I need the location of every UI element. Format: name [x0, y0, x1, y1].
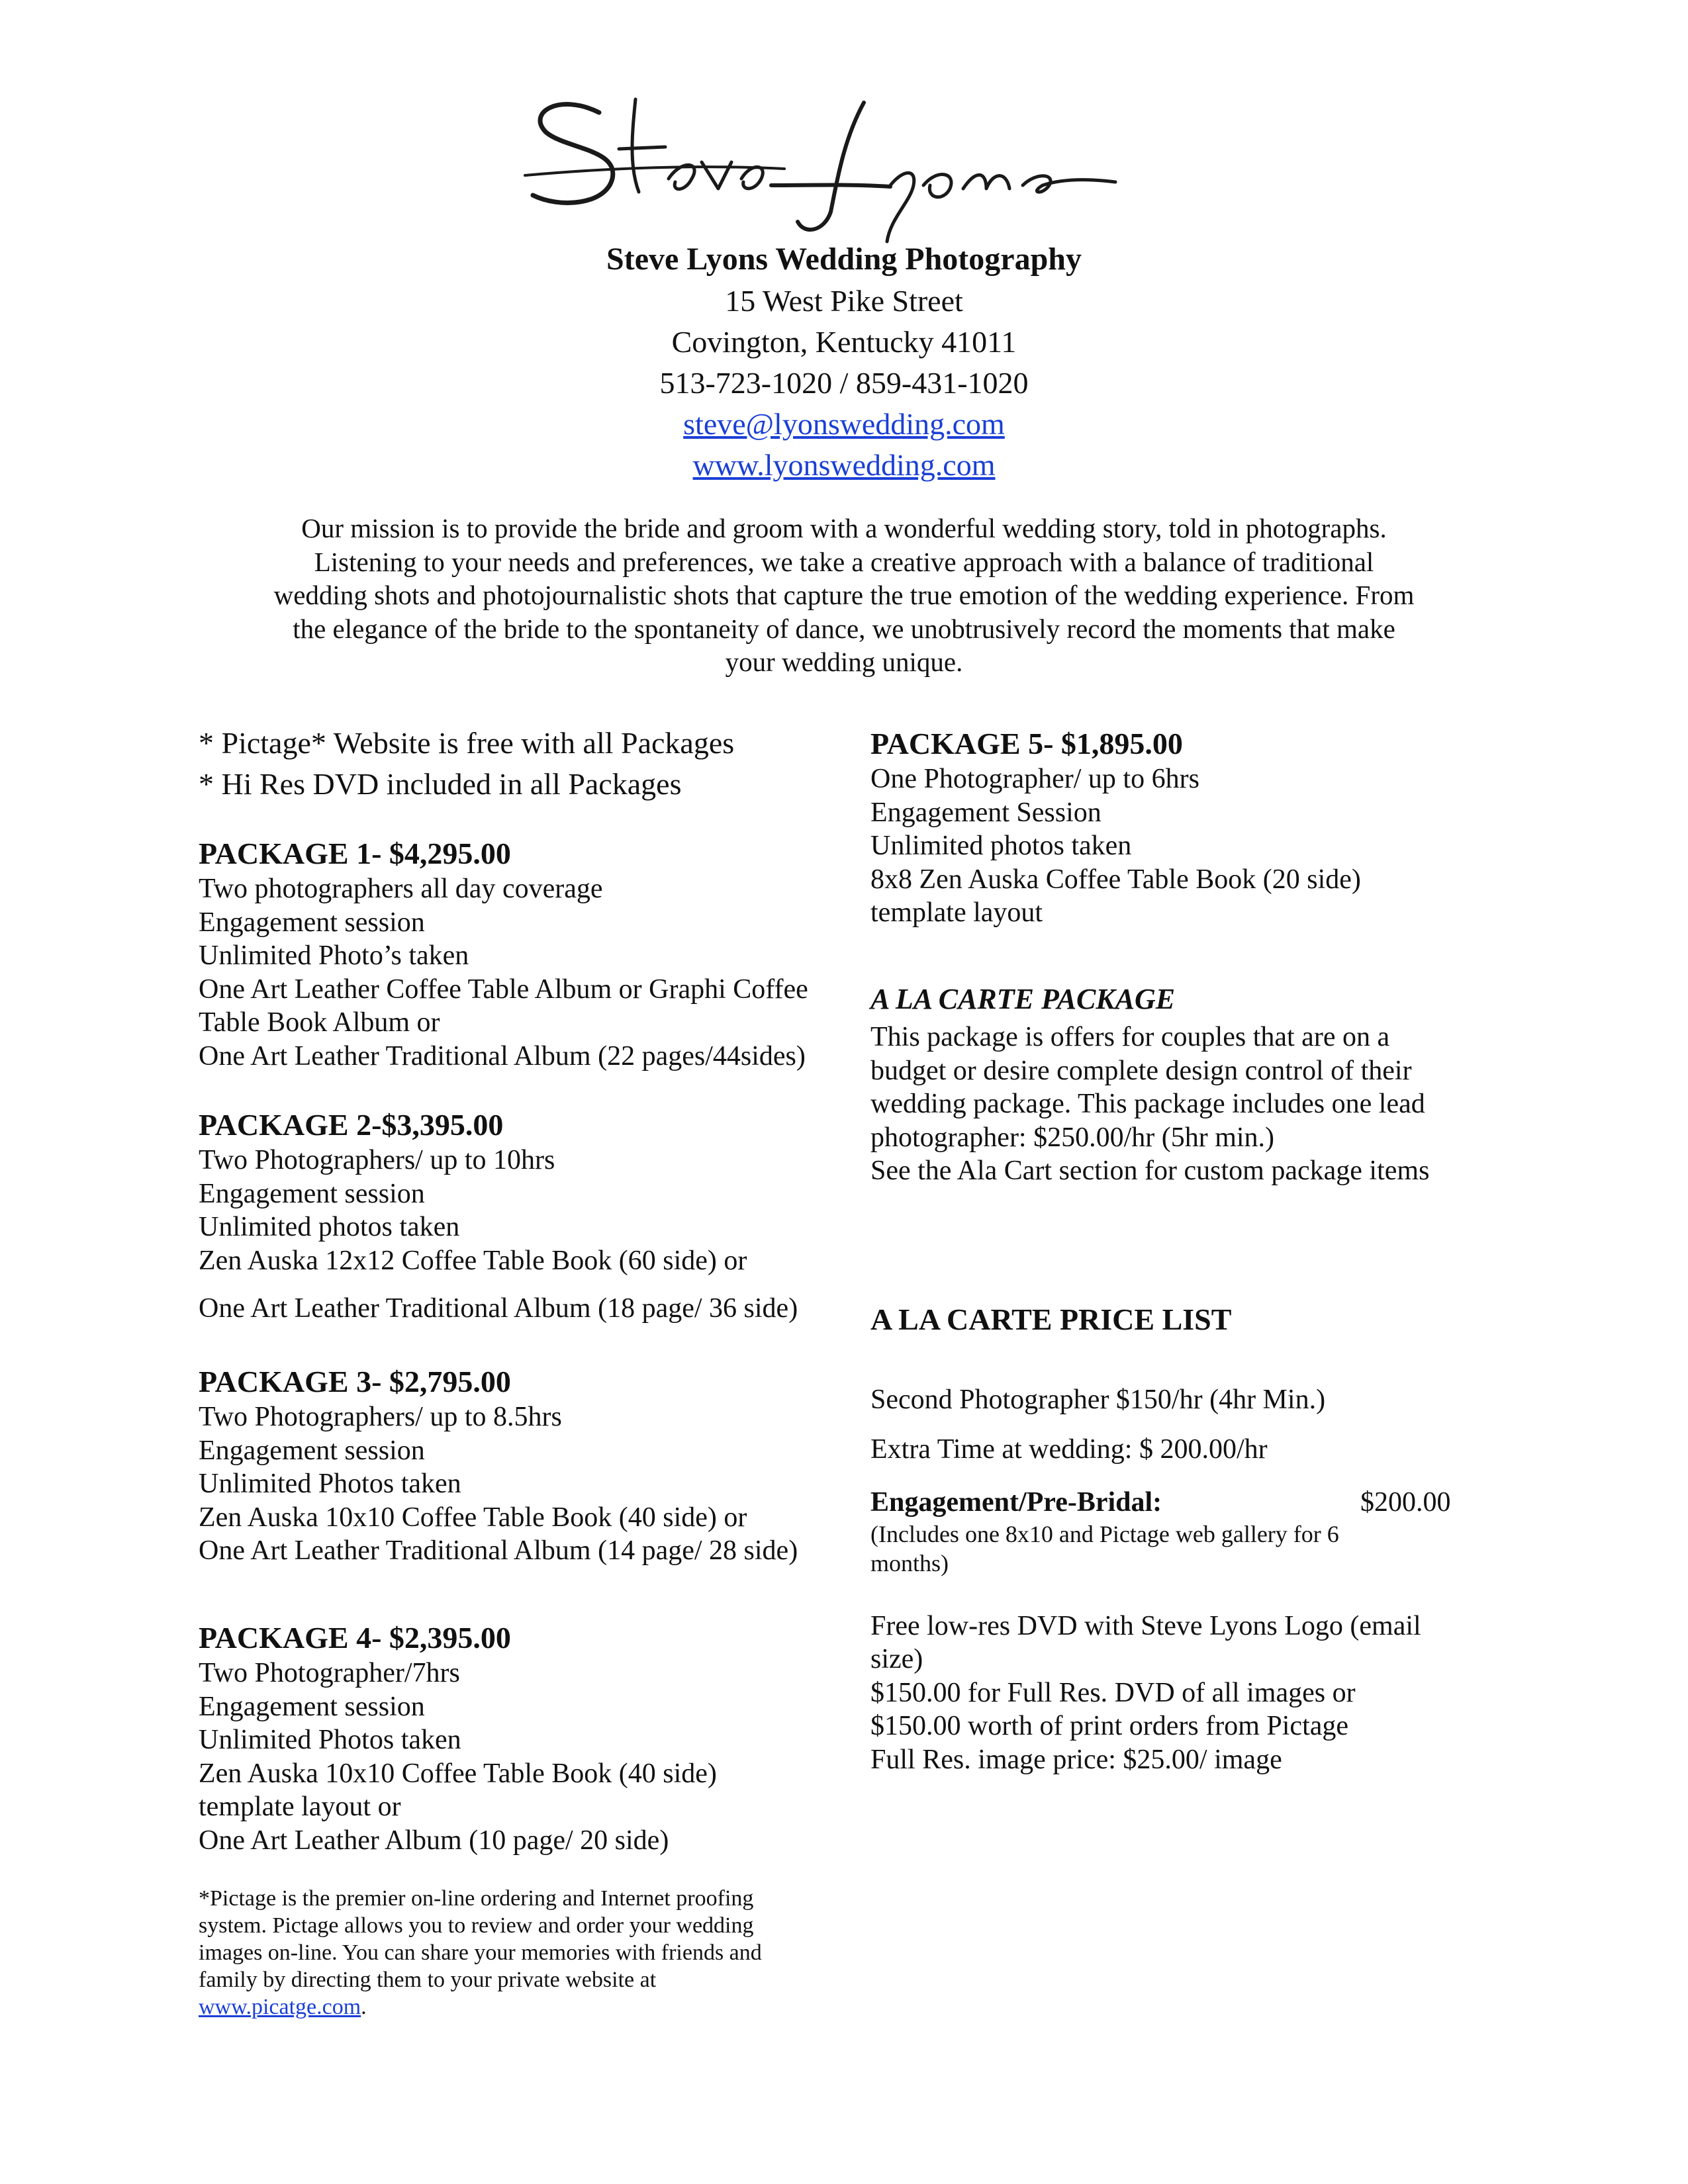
alacarte-package: [870, 981, 1532, 1188]
second-photographer-price: Second Photographer $150/hr (4hr Min.): [870, 1385, 1326, 1415]
street-address: 15 West Pike Street: [725, 284, 963, 318]
package-2-line: Unlimited photos taken: [199, 1212, 460, 1242]
email-link[interactable]: steve@lyonswedding.com: [683, 407, 1005, 441]
package-1-line: Unlimited Photo’s taken: [199, 940, 469, 971]
alacarte-package-line: wedding package. This package includes one lead: [870, 1089, 1425, 1119]
alacarte-package-heading: A LA CARTE PACKAGE: [870, 983, 1176, 1015]
price-list-heading: A LA CARTE PRICE LIST: [870, 1302, 1232, 1336]
dvd-line: $150.00 for Full Res. DVD of all images or: [870, 1677, 1356, 1708]
package-1-line: One Art Leather Traditional Album (22 pages/44sides): [199, 1040, 806, 1071]
price-list: [870, 1301, 1532, 1776]
package-4-line: Unlimited Photos taken: [199, 1725, 461, 1755]
package-3: [199, 1363, 874, 1568]
package-5-heading: PACKAGE 5- $1,895.00: [870, 727, 1183, 760]
business-name: Steve Lyons Wedding Photography: [606, 242, 1082, 277]
package-3-heading: PACKAGE 3- $2,795.00: [199, 1365, 511, 1398]
package-4-line: One Art Leather Album (10 page/ 20 side): [199, 1825, 669, 1856]
package-4-line: template layout or: [199, 1792, 401, 1822]
dvd-line: Free low-res DVD with Steve Lyons Logo (email: [870, 1610, 1421, 1641]
alacarte-package-line: photographer: $250.00/hr (5hr min.): [870, 1122, 1275, 1153]
alacarte-package-line: See the Ala Cart section for custom package items: [870, 1156, 1430, 1186]
phone-numbers: 513-723-1020 / 859-431-1020: [659, 366, 1029, 400]
footnote-line: family by directing them to your private website at: [199, 1968, 657, 1992]
mission-line: wedding shots and photojournalistic shots that capture the true emotion of the wedding experience. From: [273, 580, 1415, 610]
city-state-zip: Covington, Kentucky 41011: [671, 325, 1017, 359]
package-5-line: 8x8 Zen Auska Coffee Table Book (20 side): [870, 864, 1361, 895]
package-4-line: Two Photographer/7hrs: [199, 1658, 460, 1688]
alacarte-package-line: budget or desire complete design control of their: [870, 1055, 1412, 1086]
pictage-note: * Pictage* Website is free with all Packages: [199, 726, 735, 760]
package-4-heading: PACKAGE 4- $2,395.00: [199, 1621, 511, 1655]
package-5-line: One Photographer/ up to 6hrs: [870, 764, 1199, 794]
package-2-heading: PACKAGE 2-$3,395.00: [199, 1108, 504, 1142]
package-3-line: Engagement session: [199, 1435, 425, 1466]
package-5-line: Unlimited photos taken: [870, 831, 1132, 861]
package-2-line: Zen Auska 12x12 Coffee Table Book (60 side) or: [199, 1245, 747, 1276]
mission-statement: [192, 512, 1496, 679]
alacarte-package-line: This package is offers for couples that are on a: [870, 1022, 1390, 1052]
mission-line: the elegance of the bride to the spontaneity of dance, we unobtrusively record the moments that make: [293, 613, 1395, 644]
mission-line: Listening to your needs and preferences, we take a creative approach with a balance of traditional: [314, 546, 1374, 577]
package-2-line: Two Photographers/ up to 10hrs: [199, 1145, 555, 1175]
dvd-line: Full Res. image price: $25.00/ image: [870, 1744, 1282, 1775]
engagement-label: Engagement/Pre-Bridal:: [870, 1487, 1162, 1518]
package-1-line: Engagement session: [199, 907, 425, 938]
extra-time-price: Extra Time at wedding: $ 200.00/hr: [870, 1433, 1268, 1465]
package-2-line: One Art Leather Traditional Album (18 page/ 36 side): [199, 1293, 798, 1324]
package-2-line: Engagement session: [199, 1178, 425, 1209]
dvd-note: * Hi Res DVD included in all Packages: [199, 767, 682, 801]
package-4-line: Engagement session: [199, 1691, 425, 1722]
footnote-line: *Pictage is the premier on-line ordering and Internet proofing: [199, 1886, 754, 1911]
pictage-footnote: [199, 1885, 834, 2021]
footnote-line: system. Pictage allows you to review and order your wedding: [199, 1913, 754, 1938]
mission-line: your wedding unique.: [725, 647, 963, 677]
package-1-line: Table Book Album or: [199, 1007, 440, 1038]
footnote-line: images on-line. You can share your memories with friends and: [199, 1940, 762, 1965]
footnote-period: .: [361, 1995, 367, 2019]
package-3-line: Two Photographers/ up to 8.5hrs: [199, 1402, 562, 1432]
package-4: [199, 1619, 874, 1857]
package-3-line: Zen Auska 10x10 Coffee Table Book (40 side) or: [199, 1502, 747, 1533]
package-2: [199, 1107, 874, 1326]
engagement-note: months): [870, 1549, 949, 1576]
package-5-line: Engagement Session: [870, 797, 1102, 828]
package-notes: [199, 723, 874, 805]
package-1: [199, 835, 874, 1073]
pictage-link[interactable]: www.picatge.com: [199, 1995, 361, 2019]
engagement-note: (Includes one 8x10 and Pictage web gallery for 6: [870, 1520, 1339, 1547]
package-5-line: template layout: [870, 897, 1043, 928]
engagement-price: $200.00: [1360, 1487, 1451, 1518]
package-1-heading: PACKAGE 1- $4,295.00: [199, 837, 511, 870]
package-1-line: One Art Leather Coffee Table Album or Graphi Coffee: [199, 974, 808, 1005]
package-3-line: Unlimited Photos taken: [199, 1469, 461, 1499]
signature-logo: [520, 86, 1175, 245]
package-1-line: Two photographers all day coverage: [199, 874, 603, 904]
website-link[interactable]: www.lyonswedding.com: [692, 448, 996, 482]
package-3-line: One Art Leather Traditional Album (14 page/ 28 side): [199, 1535, 798, 1566]
dvd-line: size): [870, 1644, 923, 1674]
package-4-line: Zen Auska 10x10 Coffee Table Book (40 side): [199, 1758, 717, 1789]
mission-line: Our mission is to provide the bride and groom with a wonderful wedding story, told in photographs.: [301, 513, 1387, 543]
dvd-line: $150.00 worth of print orders from Pictage: [870, 1711, 1349, 1741]
package-5: [870, 725, 1532, 930]
